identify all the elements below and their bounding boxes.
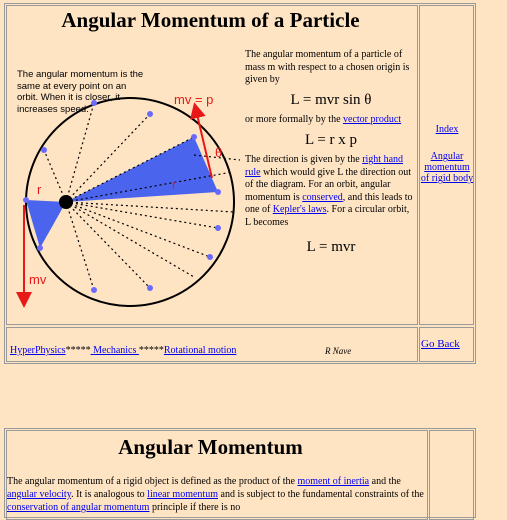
origin-point xyxy=(59,195,73,209)
keplers-laws-link[interactable]: Kepler's laws xyxy=(272,204,327,215)
equation-circular: L = mvr xyxy=(306,239,356,255)
label-theta: θ xyxy=(215,145,223,160)
label-r-top: r xyxy=(172,177,177,192)
description xyxy=(245,49,417,262)
formal-text: or more formally by the vector product xyxy=(245,114,402,125)
mechanics-link[interactable]: Mechanics xyxy=(90,345,139,356)
diagram-note: The angular momentum is the same at every point on an orbit. When it is closer, it increases speed. xyxy=(17,69,144,115)
label-mv-p: mv = p xyxy=(174,92,214,107)
side-nav xyxy=(420,124,474,184)
breadcrumb: HyperPhysics***** Mechanics *****Rotational motion xyxy=(10,345,237,356)
rigid-body-link[interactable]: Angular momentum of rigid body xyxy=(420,151,474,184)
author-credit: R Nave xyxy=(325,346,352,356)
linear-momentum-link[interactable]: linear momentum xyxy=(147,489,218,500)
direction-text: The direction is given by the right hand rule which would give L the direction out of the diagram. For an orbit, angular momentum is conserved, and this leads to one of Kepler's laws. For a circular orbit, L becomes xyxy=(245,154,413,228)
index-link[interactable]: Index xyxy=(435,124,459,135)
rotational-motion-link[interactable]: Rotational motion xyxy=(163,345,237,356)
page-title: Angular Momentum of a Particle xyxy=(61,8,360,32)
equation-vector: L = r x p xyxy=(304,131,358,148)
section-body: The angular momentum of a rigid object is defined as the product of the moment of inertia and the angular velocity. It is analogous to linear momentum and is subject to the fundamental constraints of the conservation of angular momentum principle if there is no xyxy=(7,476,424,513)
right-hand-rule-link[interactable]: right hand rule xyxy=(245,154,404,178)
hyperphysics-link[interactable]: HyperPhysics xyxy=(10,345,66,356)
angular-velocity-link[interactable]: angular velocity xyxy=(7,489,72,500)
conserved-link[interactable]: conserved xyxy=(302,191,343,203)
go-back-link[interactable]: Go Back xyxy=(421,338,460,350)
label-r-left: r xyxy=(37,182,42,197)
conservation-link[interactable]: conservation of angular momentum xyxy=(7,502,150,513)
label-mv: mv xyxy=(29,272,47,287)
section-title: Angular Momentum xyxy=(118,435,303,459)
moment-of-inertia-link[interactable]: moment of inertia xyxy=(297,476,370,487)
swept-area-right xyxy=(66,137,218,202)
panel-2-side-cell xyxy=(429,430,474,520)
swept-area-left xyxy=(26,200,66,248)
equation-scalar: L = mvr sin θ xyxy=(290,91,372,108)
intro-text: The angular momentum of a particle of mass m with respect to a chosen origin is given by xyxy=(245,49,410,85)
vector-product-link[interactable]: vector product xyxy=(343,114,402,125)
